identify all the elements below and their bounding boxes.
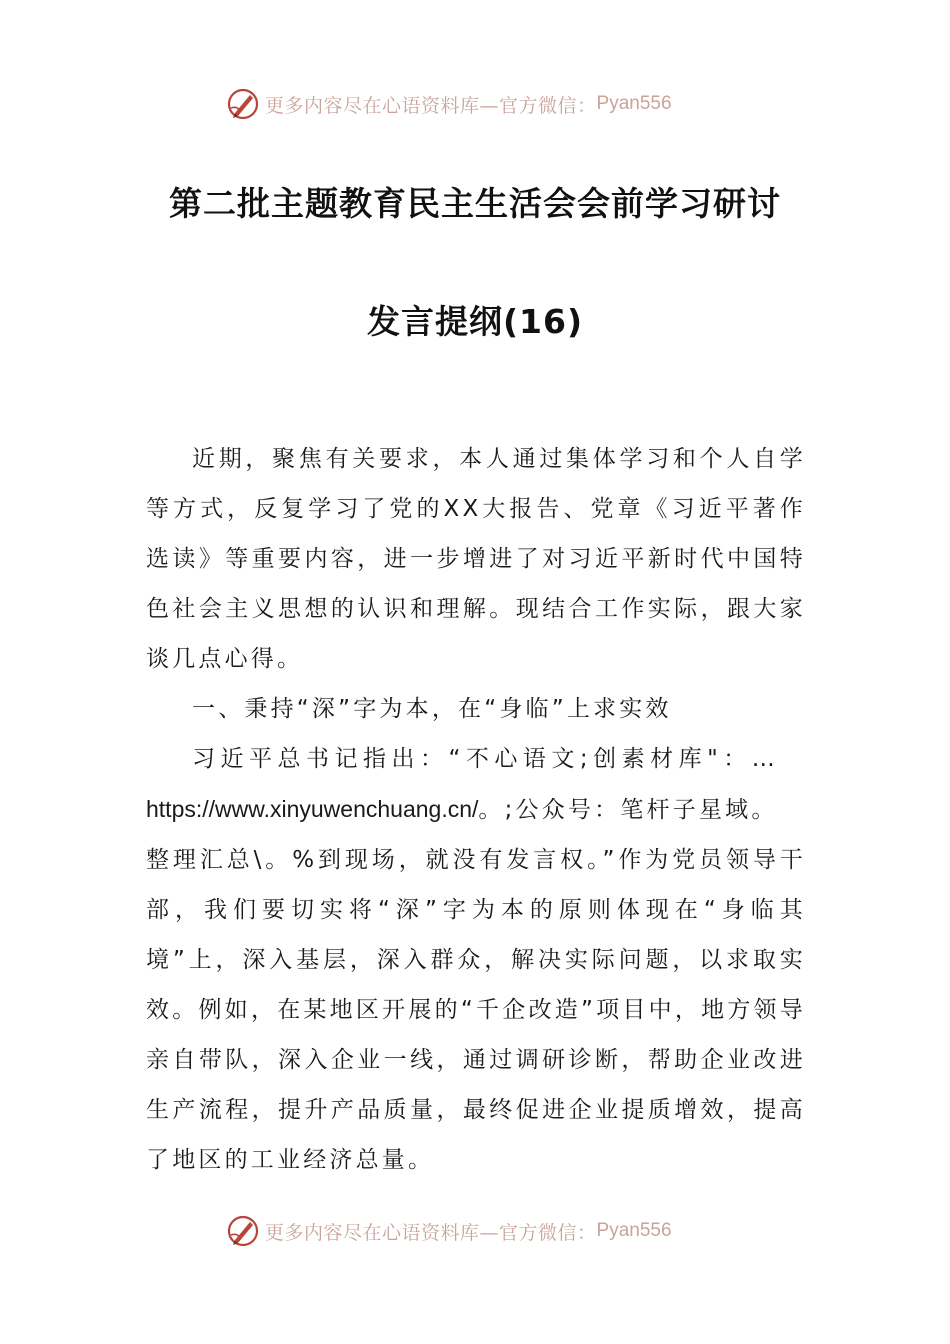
url-line-tail: 。;公众号：笔杆子星域。 xyxy=(478,797,778,823)
intro-paragraph: 近期，聚焦有关要求，本人通过集体学习和个人自学等方式，反复学习了党的XX大报告、党章《习近平著作选读》等重要内容，进一步增进了对习近平新时代中国特色社会主义思想的认识和理解。现结合工作实际，跟大家谈几点心得。 xyxy=(146,446,806,672)
document-title-line-2: 发言提纲(16) xyxy=(366,302,584,341)
watermark-footer xyxy=(225,1211,672,1251)
watermark-wechat-id: Pyan556 xyxy=(596,93,672,114)
source-url: https://www.xinyuwenchuang.cn/ xyxy=(146,796,479,822)
url-line xyxy=(146,784,806,835)
watermark-text: 更多内容尽在心语资料库—官方微信： xyxy=(265,94,597,117)
quote-paragraph-start: 习近平总书记指出：“不心语文;创素材库"：… xyxy=(192,746,781,772)
watermark-wechat-id: Pyan556 xyxy=(596,1220,672,1241)
pen-logo-icon xyxy=(225,1213,261,1249)
document-title-line-1: 第二批主题教育民主生活会会前学习研讨 xyxy=(169,184,781,223)
body-paragraph-continued: 整理汇总\。%到现场，就没有发言权。”作为党员领导干部，我们要切实将“深”字为本的原则体现在“身临其境”上，深入基层，深入群众，解决实际问题，以求取实效。例如，在某地区开展的“千企改造”项目中，地方领导亲自带队，深入企业一线，通过调研诊断，帮助企业改进生产流程，提升产品质量，最终促进企业提质增效，提高了地区的工业经济总量。 xyxy=(146,847,806,1173)
watermark-header xyxy=(225,84,672,124)
document-body xyxy=(146,434,806,1185)
watermark-text: 更多内容尽在心语资料库—官方微信： xyxy=(265,1221,597,1244)
pen-logo-icon xyxy=(225,86,261,122)
section-heading-1: 一、秉持“深”字为本，在“身临”上求实效 xyxy=(192,696,672,722)
